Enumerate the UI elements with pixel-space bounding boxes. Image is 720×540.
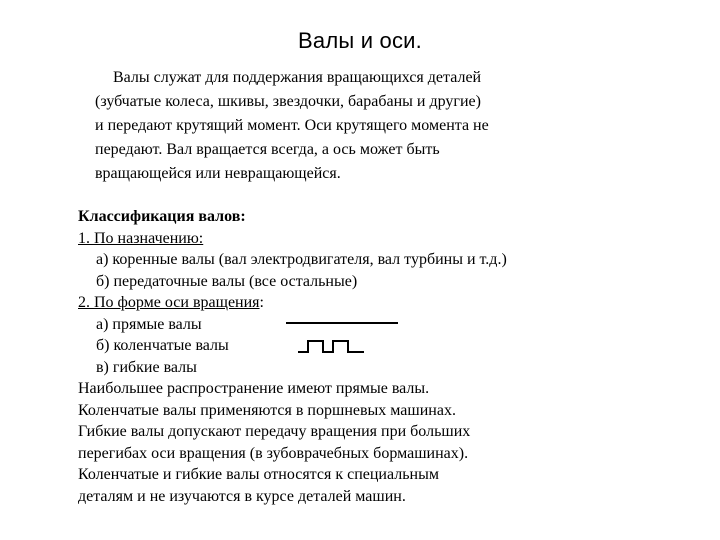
conclusion-line: перегибах оси вращения (в зубоврачебных бормашинах). bbox=[78, 444, 469, 462]
by-purpose-item: а) коренные валы (вал электродвигателя, вал турбины и т.д.) bbox=[96, 251, 507, 268]
by-axis-item-straight: а) прямые валы bbox=[96, 315, 202, 333]
by-purpose-label-text: 1. По назначению: bbox=[78, 229, 204, 247]
conclusion-line: Гибкие валы допускают передачу вращения при больших bbox=[78, 423, 471, 440]
intro-paragraph bbox=[95, 66, 565, 186]
intro-line: передают. Вал вращается всегда, а ось может быть bbox=[95, 141, 440, 158]
by-purpose-item: б) передаточные валы (все остальные) bbox=[96, 272, 358, 290]
by-axis-item-crank: б) коленчатые валы bbox=[96, 337, 229, 354]
classification-heading: Классификация валов: bbox=[78, 208, 246, 225]
by-axis-item-flexible: в) гибкие валы bbox=[96, 358, 197, 376]
straight-shaft-icon bbox=[286, 322, 398, 324]
conclusion-line: деталям и не изучаются в курсе деталей машин. bbox=[78, 487, 406, 505]
page-title: Валы и оси. bbox=[298, 28, 422, 53]
conclusion-line: Коленчатые и гибкие валы относятся к специальным bbox=[78, 466, 439, 483]
classification-section bbox=[78, 206, 638, 507]
by-purpose-label bbox=[78, 228, 638, 250]
intro-line: вращающейся или невращающейся. bbox=[95, 165, 341, 182]
conclusion-line: Наибольшее распространение имеют прямые валы. bbox=[78, 380, 430, 397]
intro-line: Валы служат для поддержания вращающихся деталей bbox=[113, 69, 482, 86]
by-axis-label bbox=[78, 292, 638, 314]
conclusion-line: Коленчатые валы применяются в поршневых машинах. bbox=[78, 401, 456, 419]
by-axis-label-text: 2. По форме оси вращения bbox=[78, 294, 260, 311]
crankshaft-icon bbox=[296, 338, 368, 356]
intro-line: и передают крутящий момент. Оси крутящего момента не bbox=[95, 117, 489, 134]
by-axis-colon: : bbox=[259, 294, 264, 311]
intro-line: (зубчатые колеса, шкивы, звездочки, барабаны и другие) bbox=[95, 93, 481, 110]
